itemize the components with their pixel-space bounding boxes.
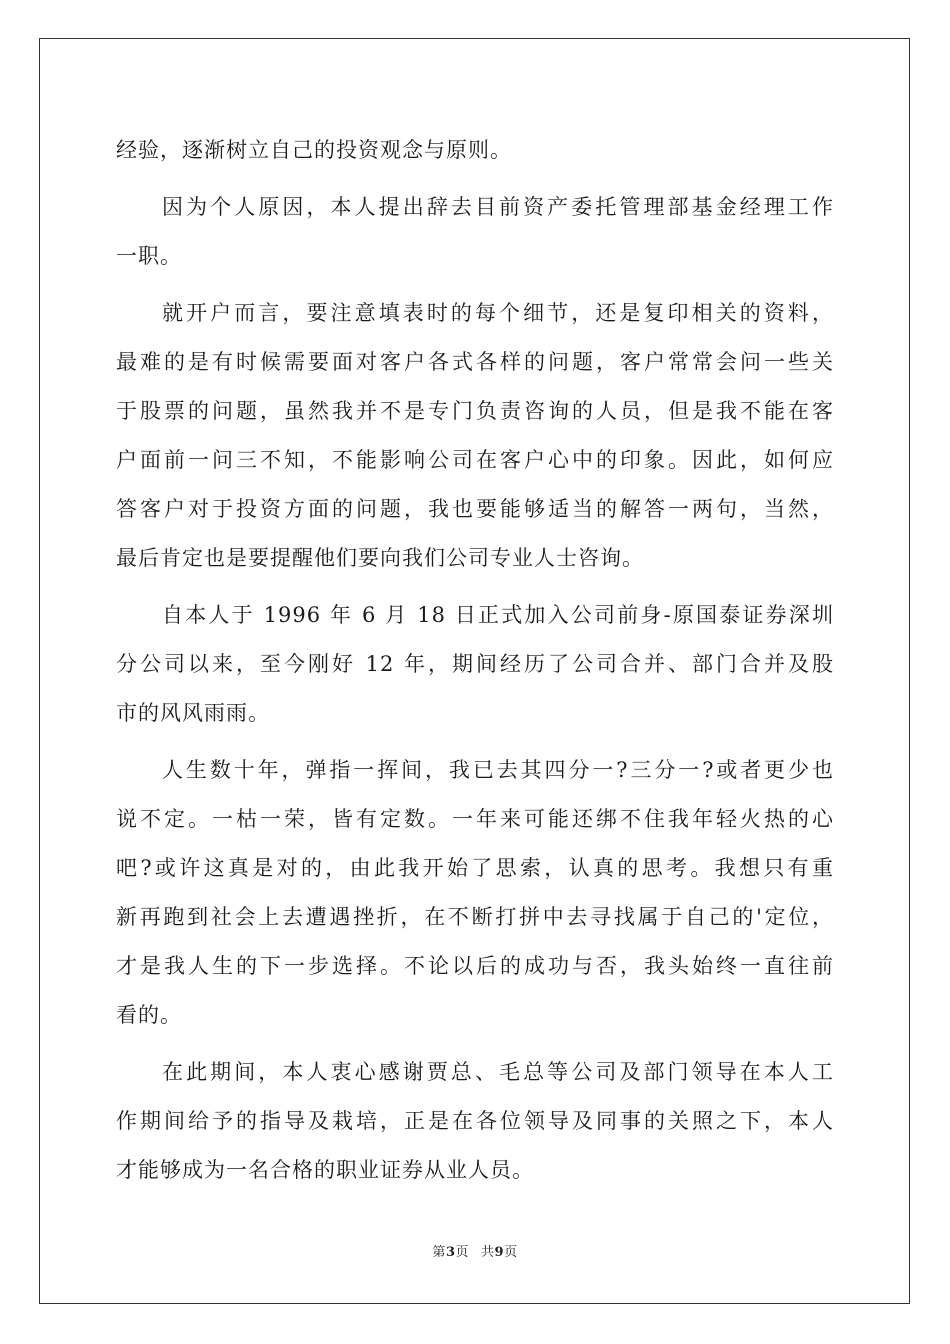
paragraph [116, 591, 834, 738]
total-pages: 9 [494, 1245, 505, 1260]
paragraph [116, 289, 834, 583]
page-number: 3 [445, 1245, 456, 1260]
paragraph [116, 126, 834, 175]
text-line: 答客户对于投资方面的问题，我也要能够适当的解答一两句，当然， [116, 497, 834, 521]
total-unit: 页 [504, 1245, 518, 1260]
text-line: 因为个人原因，本人提出辞去目前资产委托管理部基金经理工作 [162, 195, 834, 219]
text-line: 才能够成为一名合格的职业证券从业人员。 [116, 1158, 534, 1182]
text-line: 吧?或许这真是对的，由此我开始了思索，认真的思考。我想只有重 [116, 856, 834, 880]
text-line: 最难的是有时候需要面对客户各式各样的问题，客户常常会问一些关 [116, 350, 834, 374]
text-line: 一职。 [116, 244, 182, 268]
document-body [116, 126, 834, 1195]
page-unit: 页 [455, 1245, 469, 1260]
text-line: 就开户而言，要注意填表时的每个细节，还是复印相关的资料， [162, 301, 834, 325]
text-line: 说不定。一枯一荣，皆有定数。一年来可能还绑不住我年轻火热的心 [116, 807, 834, 831]
page-footer [0, 1241, 950, 1260]
text-line: 户面前一问三不知，不能影响公司在客户心中的印象。因此，如何应 [116, 448, 834, 472]
text-line: 人生数十年，弹指一挥间，我已去其四分一?三分一?或者更少也 [162, 758, 834, 782]
text-line: 才是我人生的下一步选择。不论以后的成功与否，我头始终一直往前 [116, 954, 834, 978]
text-line: 作期间给予的指导及栽培，正是在各位领导及同事的关照之下，本人 [116, 1109, 834, 1133]
paragraph [116, 1048, 834, 1195]
text-line: 看的。 [116, 1003, 182, 1027]
page-prefix: 第 [432, 1245, 446, 1260]
text-line: 新再跑到社会上去遭遇挫折，在不断打拼中去寻找属于自己的'定位， [116, 905, 834, 929]
text-line: 于股票的问题，虽然我并不是专门负责咨询的人员，但是我不能在客 [116, 399, 834, 423]
text-line: 分公司以来，至今刚好 12 年，期间经历了公司合并、部门合并及股 [116, 652, 834, 676]
total-prefix: 共 [481, 1245, 495, 1260]
paragraph [116, 746, 834, 1040]
text-line: 经验，逐渐树立自己的投资观念与原则。 [116, 138, 512, 162]
text-line: 自本人于 1996 年 6 月 18 日正式加入公司前身-原国泰证券深圳 [162, 603, 834, 627]
text-line: 最后肯定也是要提醒他们要向我们公司专业人士咨询。 [116, 546, 644, 570]
paragraph [116, 183, 834, 281]
text-line: 在此期间，本人衷心感谢贾总、毛总等公司及部门领导在本人工 [162, 1060, 834, 1084]
text-line: 市的风风雨雨。 [116, 701, 270, 725]
